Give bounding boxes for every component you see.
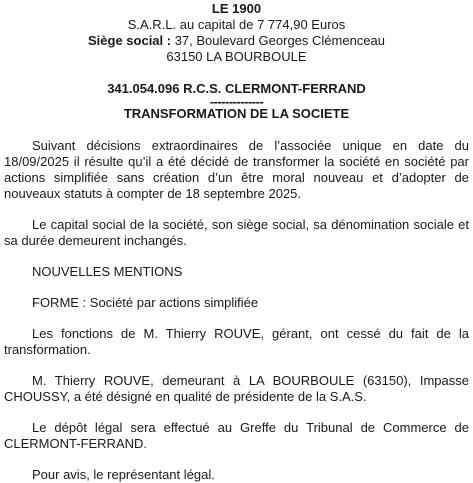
notice-heading: TRANSFORMATION DE LA SOCIETE [123,106,350,121]
registered-office [4,33,469,49]
company-capital: S.A.R.L. au capital de 7 774,90 Euros [127,17,346,32]
paragraph-legal-deposit: Le dépôt légal sera effectué au Greffe du Tribunal de Commerce de CLERMONT-FERRAND. [4,420,469,451]
registered-office-label: Siège social : [88,33,172,48]
paragraph-manager-ceased: Les fonctions de M. Thierry ROUVE, gérant, ont cessé du fait de la transformation. [4,326,469,357]
registration-block [4,81,469,122]
paragraph-president: M. Thierry ROUVE, demeurant à LA BOURBOULE (63150), Impasse CHOUSSY, a été désigné en qualité de présidente de la S.A.S. [4,373,469,404]
separator-dashes: -------------- [209,94,264,109]
registered-office-city: 63150 LA BOURBOULE [166,49,307,64]
paragraph-unchanged: Le capital social de la société, son siège social, sa dénomination sociale et sa durée demeurent inchangés. [4,217,469,248]
notice-header [4,1,469,65]
paragraph-form: FORME : Société par actions simplifiée [32,295,259,310]
paragraph-new-mentions: NOUVELLES MENTIONS [32,264,183,279]
rcs-number: 341.054.096 R.C.S. CLERMONT-FERRAND [107,81,366,96]
paragraph-decision: Suivant décisions extraordinaires de l’associée unique en date du 18/09/2025 il résulte qu’il a été décidé de transformer la société en société par actions simplifiée sans création d’un être moral nouveau et d’adopter de nouveaux statuts à compter de 18 septembre 2025. [4,138,469,201]
company-name: LE 1900 [211,1,262,16]
paragraph-signature: Pour avis, le représentant légal. [32,467,215,482]
registered-office-address: 37, Boulevard Georges Clémenceau [171,33,385,48]
